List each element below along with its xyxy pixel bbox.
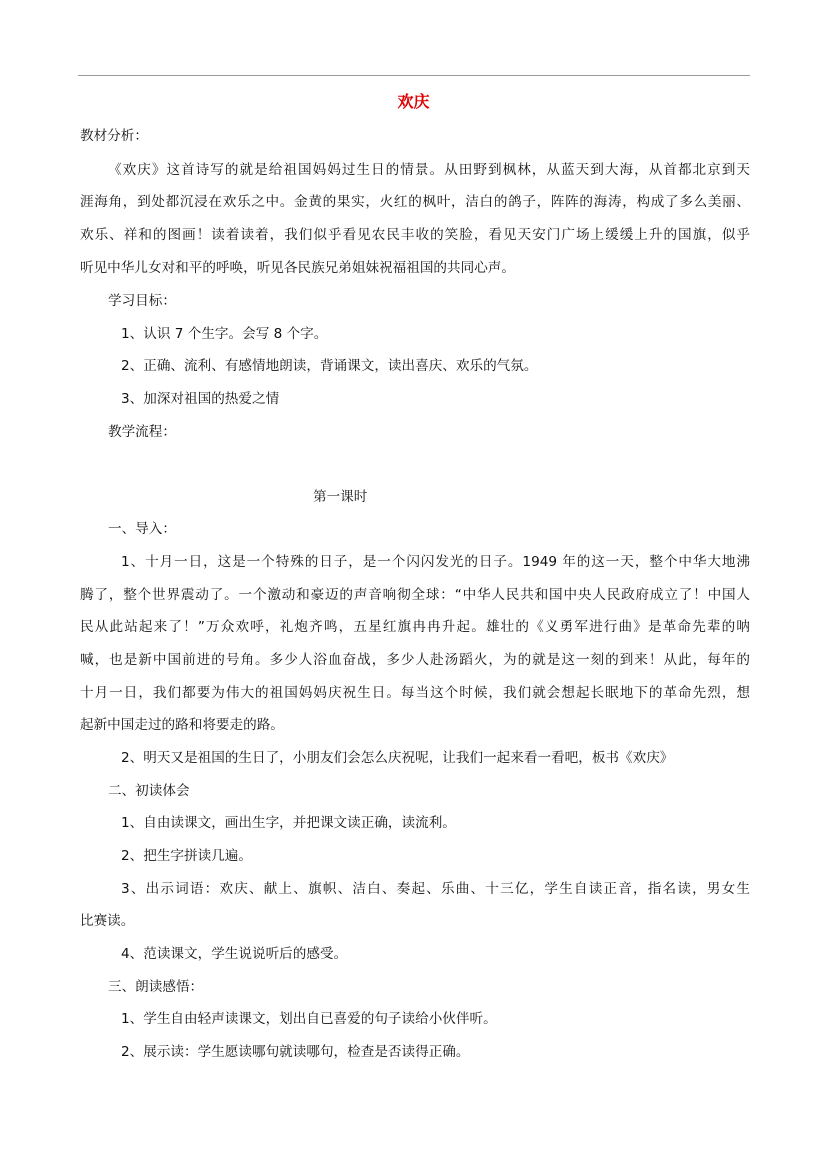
section1-item1-line-2: 腾了，整个世界震动了。一个激动和豪迈的声音响彻全球：“中华人民共和国中央人民政府成立了！中国人	[80, 587, 750, 603]
section1-heading: 一、导入：	[108, 521, 176, 537]
section2-item2: 2、把生字拼读几遍。	[121, 848, 252, 864]
goal-item-2: 2、正确、流利、有感情地朗读，背诵课文，读出喜庆、欢乐的气氛。	[121, 358, 538, 374]
section2-item4: 4、范读课文，学生说说听后的感受。	[121, 946, 348, 962]
analysis-line-2: 涯海角，到处都沉浸在欢乐之中。金黄的果实，火红的枫叶，洁白的鸽子，阵阵的海涛，构成了多么美丽、	[80, 194, 750, 210]
goal-item-1: 1、认识 7 个生字。会写 8 个字。	[121, 326, 328, 342]
section2-item3-line-2: 比赛读。	[80, 913, 135, 929]
section2-item1: 1、自由读课文，画出生字，并把课文读正确，读流利。	[121, 815, 456, 831]
document-title: 欢庆	[397, 92, 430, 111]
process-heading: 教学流程：	[108, 424, 176, 440]
section3-item1: 1、学生自由轻声读课文，划出自已喜爱的句子读给小伙伴听。	[121, 1011, 497, 1027]
lesson-title: 第一课时	[313, 489, 368, 505]
section3-item2: 2、展示读：学生愿读哪句就读哪句，检查是否读得正确。	[121, 1044, 470, 1060]
section1-item1-line-4: 喊，也是新中国前进的号角。多少人浴血奋战，多少人赴汤蹈火，为的就是这一刻的到来！从此，每年的	[80, 652, 750, 668]
section1-item1-line-1: 1、十月一日，这是一个特殊的日子，是一个闪闪发光的日子。1949 年的这一天，整个中华大地沸	[121, 554, 750, 570]
section3-heading: 三、朗读感悟：	[108, 979, 204, 995]
section1-item1-line-3: 民从此站起来了！”万众欢呼，礼炮齐鸣，五星红旗冉冉升起。雄壮的《义勇军进行曲》是革命先辈的呐	[80, 619, 750, 635]
section1-item1-line-5: 十月一日，我们都要为伟大的祖国妈妈庆祝生日。每当这个时候，我们就会想起长眠地下的革命先烈，想	[80, 685, 750, 701]
section2-item3-line-1: 3、出示词语：欢庆、献上、旗帜、洁白、奏起、乐曲、十三亿，学生自读正音，指名读，男女生	[121, 881, 750, 897]
header-rule	[78, 75, 750, 76]
analysis-line-4: 听见中华儿女对和平的呼唤，听见各民族兄弟姐妹祝福祖国的共同心声。	[80, 260, 515, 276]
analysis-line-1: 《欢庆》这首诗写的就是给祖国妈妈过生日的情景。从田野到枫林，从蓝天到大海，从首都北京到天	[108, 162, 750, 178]
goals-heading: 学习目标：	[108, 293, 176, 309]
analysis-heading: 教材分析：	[80, 128, 148, 144]
analysis-line-3: 欢乐、祥和的图画！读着读着，我们似乎看见农民丰收的笑脸，看见天安门广场上缓缓上升的国旗，似乎	[80, 227, 750, 243]
goal-item-3: 3、加深对祖国的热爱之情	[121, 391, 280, 407]
section2-heading: 二、初读体会	[108, 783, 190, 799]
section1-item1-line-6: 起新中国走过的路和将要走的路。	[80, 717, 284, 733]
section1-item2: 2、明天又是祖国的生日了，小朋友们会怎么庆祝呢，让我们一起来看一看吧，板书《欢庆》	[121, 750, 674, 766]
